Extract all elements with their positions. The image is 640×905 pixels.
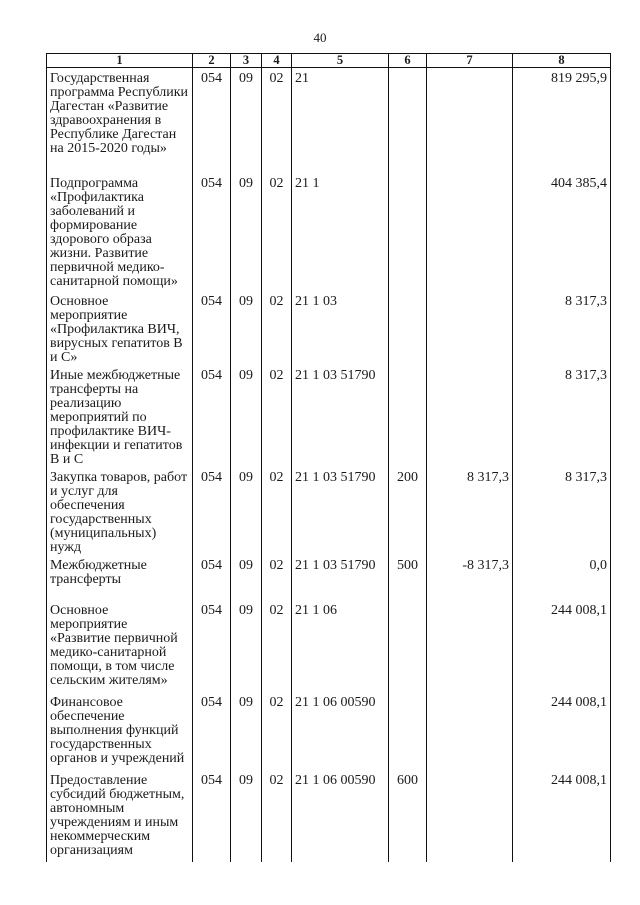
subsection-cell: 02 bbox=[262, 365, 292, 467]
target-cell: 21 1 06 00590 bbox=[292, 770, 389, 862]
row-name-cell: Предоставление субсидий бюджетным, автономным учреждениям и иным некоммерческим организациям bbox=[47, 770, 193, 862]
row-name-cell: Финансовое обеспечение выполнения функций государственных органов и учреждений bbox=[47, 692, 193, 770]
col-header: 8 bbox=[513, 54, 611, 68]
row-name-cell: Подпрограмма «Профилактика заболеваний и формирование здорового образа жизни. Развитие первичной медико-санитарной помощи» bbox=[47, 173, 193, 291]
col-header: 5 bbox=[292, 54, 389, 68]
target-cell: 21 1 03 51790 bbox=[292, 555, 389, 600]
change-cell bbox=[427, 291, 513, 365]
col-header: 1 bbox=[47, 54, 193, 68]
col-header: 7 bbox=[427, 54, 513, 68]
change-cell bbox=[427, 365, 513, 467]
section-cell: 09 bbox=[231, 291, 262, 365]
row-name-cell: Государственная программа Республики Дагестан «Развитие здравоохранения в Республике Дагестан на 2015-2020 годы» bbox=[47, 67, 193, 173]
section-cell: 09 bbox=[231, 467, 262, 555]
change-cell bbox=[427, 67, 513, 173]
subsection-cell: 02 bbox=[262, 770, 292, 862]
row-name-cell: Основное мероприятие «Профилактика ВИЧ, вирусных гепатитов В и С» bbox=[47, 291, 193, 365]
type-cell bbox=[389, 67, 427, 173]
table-row bbox=[47, 770, 611, 862]
table-row bbox=[47, 692, 611, 770]
section-cell: 09 bbox=[231, 692, 262, 770]
table-row bbox=[47, 173, 611, 291]
change-cell bbox=[427, 173, 513, 291]
type-cell: 200 bbox=[389, 467, 427, 555]
row-name-cell: Иные межбюджетные трансферты на реализацию мероприятий по профилактике ВИЧ-инфекции и гепатитов В и С bbox=[47, 365, 193, 467]
type-cell bbox=[389, 365, 427, 467]
section-cell: 09 bbox=[231, 555, 262, 600]
ministry-cell: 054 bbox=[193, 467, 231, 555]
section-cell: 09 bbox=[231, 67, 262, 173]
col-header: 2 bbox=[193, 54, 231, 68]
ministry-cell: 054 bbox=[193, 692, 231, 770]
budget-table bbox=[46, 53, 611, 862]
total-cell: 819 295,9 bbox=[513, 67, 611, 173]
target-cell: 21 1 03 51790 bbox=[292, 467, 389, 555]
total-cell: 0,0 bbox=[513, 555, 611, 600]
target-cell: 21 1 bbox=[292, 173, 389, 291]
total-cell: 244 008,1 bbox=[513, 770, 611, 862]
subsection-cell: 02 bbox=[262, 67, 292, 173]
change-cell bbox=[427, 770, 513, 862]
section-cell: 09 bbox=[231, 365, 262, 467]
total-cell: 8 317,3 bbox=[513, 365, 611, 467]
target-cell: 21 1 03 bbox=[292, 291, 389, 365]
col-header: 6 bbox=[389, 54, 427, 68]
col-header: 4 bbox=[262, 54, 292, 68]
section-cell: 09 bbox=[231, 770, 262, 862]
change-cell bbox=[427, 600, 513, 692]
subsection-cell: 02 bbox=[262, 173, 292, 291]
section-cell: 09 bbox=[231, 173, 262, 291]
change-cell: -8 317,3 bbox=[427, 555, 513, 600]
type-cell bbox=[389, 173, 427, 291]
table-row bbox=[47, 600, 611, 692]
header-row bbox=[47, 54, 611, 68]
ministry-cell: 054 bbox=[193, 291, 231, 365]
type-cell: 500 bbox=[389, 555, 427, 600]
total-cell: 244 008,1 bbox=[513, 692, 611, 770]
section-cell: 09 bbox=[231, 600, 262, 692]
subsection-cell: 02 bbox=[262, 555, 292, 600]
table-row bbox=[47, 291, 611, 365]
type-cell bbox=[389, 692, 427, 770]
type-cell bbox=[389, 291, 427, 365]
change-cell: 8 317,3 bbox=[427, 467, 513, 555]
ministry-cell: 054 bbox=[193, 365, 231, 467]
ministry-cell: 054 bbox=[193, 555, 231, 600]
target-cell: 21 1 03 51790 bbox=[292, 365, 389, 467]
col-header: 3 bbox=[231, 54, 262, 68]
row-name-cell: Межбюджетные трансферты bbox=[47, 555, 193, 600]
type-cell bbox=[389, 600, 427, 692]
total-cell: 8 317,3 bbox=[513, 467, 611, 555]
ministry-cell: 054 bbox=[193, 173, 231, 291]
table-row bbox=[47, 555, 611, 600]
target-cell: 21 1 06 bbox=[292, 600, 389, 692]
row-name-cell: Закупка товаров, работ и услуг для обеспечения государственных (муниципальных) нужд bbox=[47, 467, 193, 555]
target-cell: 21 bbox=[292, 67, 389, 173]
table-row bbox=[47, 67, 611, 173]
row-name-cell: Основное мероприятие «Развитие первичной медико-санитарной помощи, в том числе сельским жителям» bbox=[47, 600, 193, 692]
change-cell bbox=[427, 692, 513, 770]
total-cell: 8 317,3 bbox=[513, 291, 611, 365]
target-cell: 21 1 06 00590 bbox=[292, 692, 389, 770]
total-cell: 244 008,1 bbox=[513, 600, 611, 692]
ministry-cell: 054 bbox=[193, 770, 231, 862]
subsection-cell: 02 bbox=[262, 467, 292, 555]
subsection-cell: 02 bbox=[262, 692, 292, 770]
page-number: 40 bbox=[313, 30, 327, 45]
table-row bbox=[47, 365, 611, 467]
table-row bbox=[47, 467, 611, 555]
type-cell: 600 bbox=[389, 770, 427, 862]
ministry-cell: 054 bbox=[193, 67, 231, 173]
total-cell: 404 385,4 bbox=[513, 173, 611, 291]
subsection-cell: 02 bbox=[262, 600, 292, 692]
ministry-cell: 054 bbox=[193, 600, 231, 692]
subsection-cell: 02 bbox=[262, 291, 292, 365]
